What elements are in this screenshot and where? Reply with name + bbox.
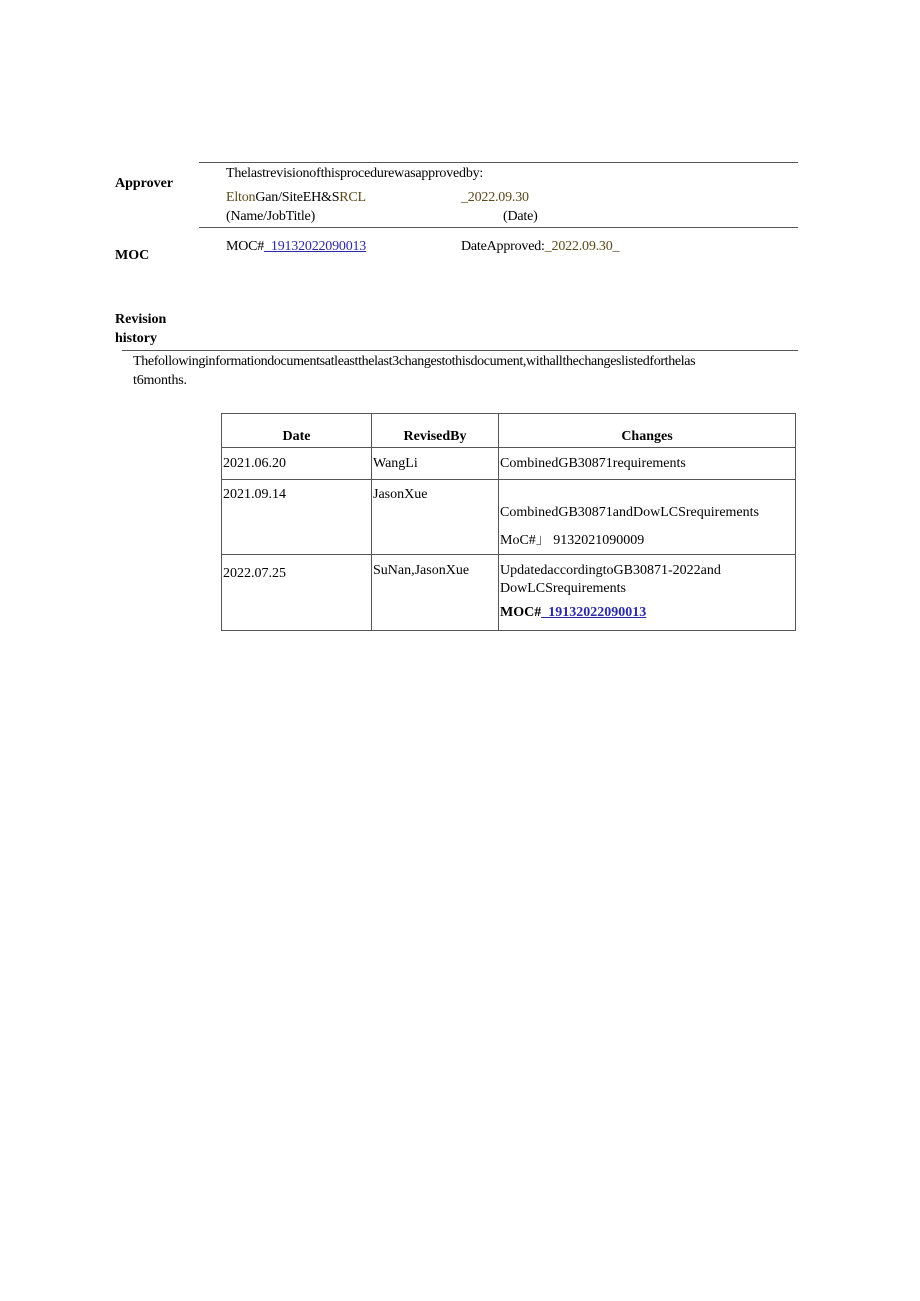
row2-change-line1: CombinedGB30871andDowLCSrequirements bbox=[500, 505, 759, 520]
row2-revised-by: JasonXue bbox=[372, 480, 499, 555]
moc-date-label: DateApproved: bbox=[461, 239, 545, 254]
row2-changes bbox=[499, 480, 796, 555]
moc-number-line bbox=[226, 237, 366, 256]
row3-moc-link[interactable]: _19132022090013 bbox=[541, 605, 647, 620]
row3-moc-prefix: MOC# bbox=[500, 605, 542, 620]
approver-date: _2022.09.30 bbox=[461, 190, 529, 205]
revision-intro-line1: Thefollowinginformationdocumentsatleastthelast3changestothisdocument,withallthechangeslistedforthelas bbox=[133, 354, 696, 369]
row2-change-line2: MoC#」 9132021090009 bbox=[500, 533, 645, 548]
revision-rule bbox=[122, 350, 798, 351]
approver-bottom-rule bbox=[199, 227, 798, 228]
row3-date: 2022.07.25 bbox=[222, 555, 372, 631]
table-row bbox=[222, 448, 796, 480]
revision-history-label bbox=[115, 310, 166, 348]
header-changes: Changes bbox=[499, 414, 796, 448]
header-date: Date bbox=[222, 414, 372, 448]
row3-changes bbox=[499, 555, 796, 631]
revision-intro-line2: t6months. bbox=[133, 373, 187, 388]
header-revised-by: RevisedBy bbox=[372, 414, 499, 448]
row1-revised-by: WangLi bbox=[372, 448, 499, 480]
approver-name-caption: (Name/JobTitle) bbox=[226, 209, 316, 224]
revision-label-line2: history bbox=[115, 331, 157, 346]
approver-statement: Thelastrevisionofthisprocedurewasapprovedby: bbox=[226, 166, 484, 181]
approver-name bbox=[226, 188, 366, 207]
row3-change-line1b: DowLCSrequirements bbox=[500, 581, 626, 596]
row2-date: 2021.09.14 bbox=[222, 480, 372, 555]
moc-number-prefix: MOC# bbox=[226, 239, 265, 254]
row1-changes: CombinedGB30871requirements bbox=[499, 448, 796, 480]
table-header-row bbox=[222, 414, 796, 448]
revision-label-line1: Revision bbox=[115, 312, 167, 327]
moc-date-approved bbox=[461, 237, 619, 256]
moc-date-value: _2022.09.30_ bbox=[544, 239, 620, 254]
approver-name-part2: Gan/SiteEH&S bbox=[255, 190, 340, 205]
approver-name-part3: RCL bbox=[339, 190, 366, 205]
row3-change-line1: UpdatedaccordingtoGB30871-2022and bbox=[500, 563, 721, 578]
revision-table bbox=[221, 413, 796, 631]
table-row bbox=[222, 555, 796, 631]
approver-date-caption: (Date) bbox=[503, 209, 538, 224]
row1-date: 2021.06.20 bbox=[222, 448, 372, 480]
approver-label: Approver bbox=[115, 176, 174, 191]
moc-label: MOC bbox=[115, 248, 150, 263]
approver-name-part1: Elton bbox=[226, 190, 256, 205]
approver-top-rule bbox=[199, 162, 798, 163]
table-row bbox=[222, 480, 796, 555]
row3-moc bbox=[500, 604, 794, 622]
moc-number-link[interactable]: _19132022090013 bbox=[264, 239, 367, 254]
row3-revised-by: SuNan,JasonXue bbox=[372, 555, 499, 631]
